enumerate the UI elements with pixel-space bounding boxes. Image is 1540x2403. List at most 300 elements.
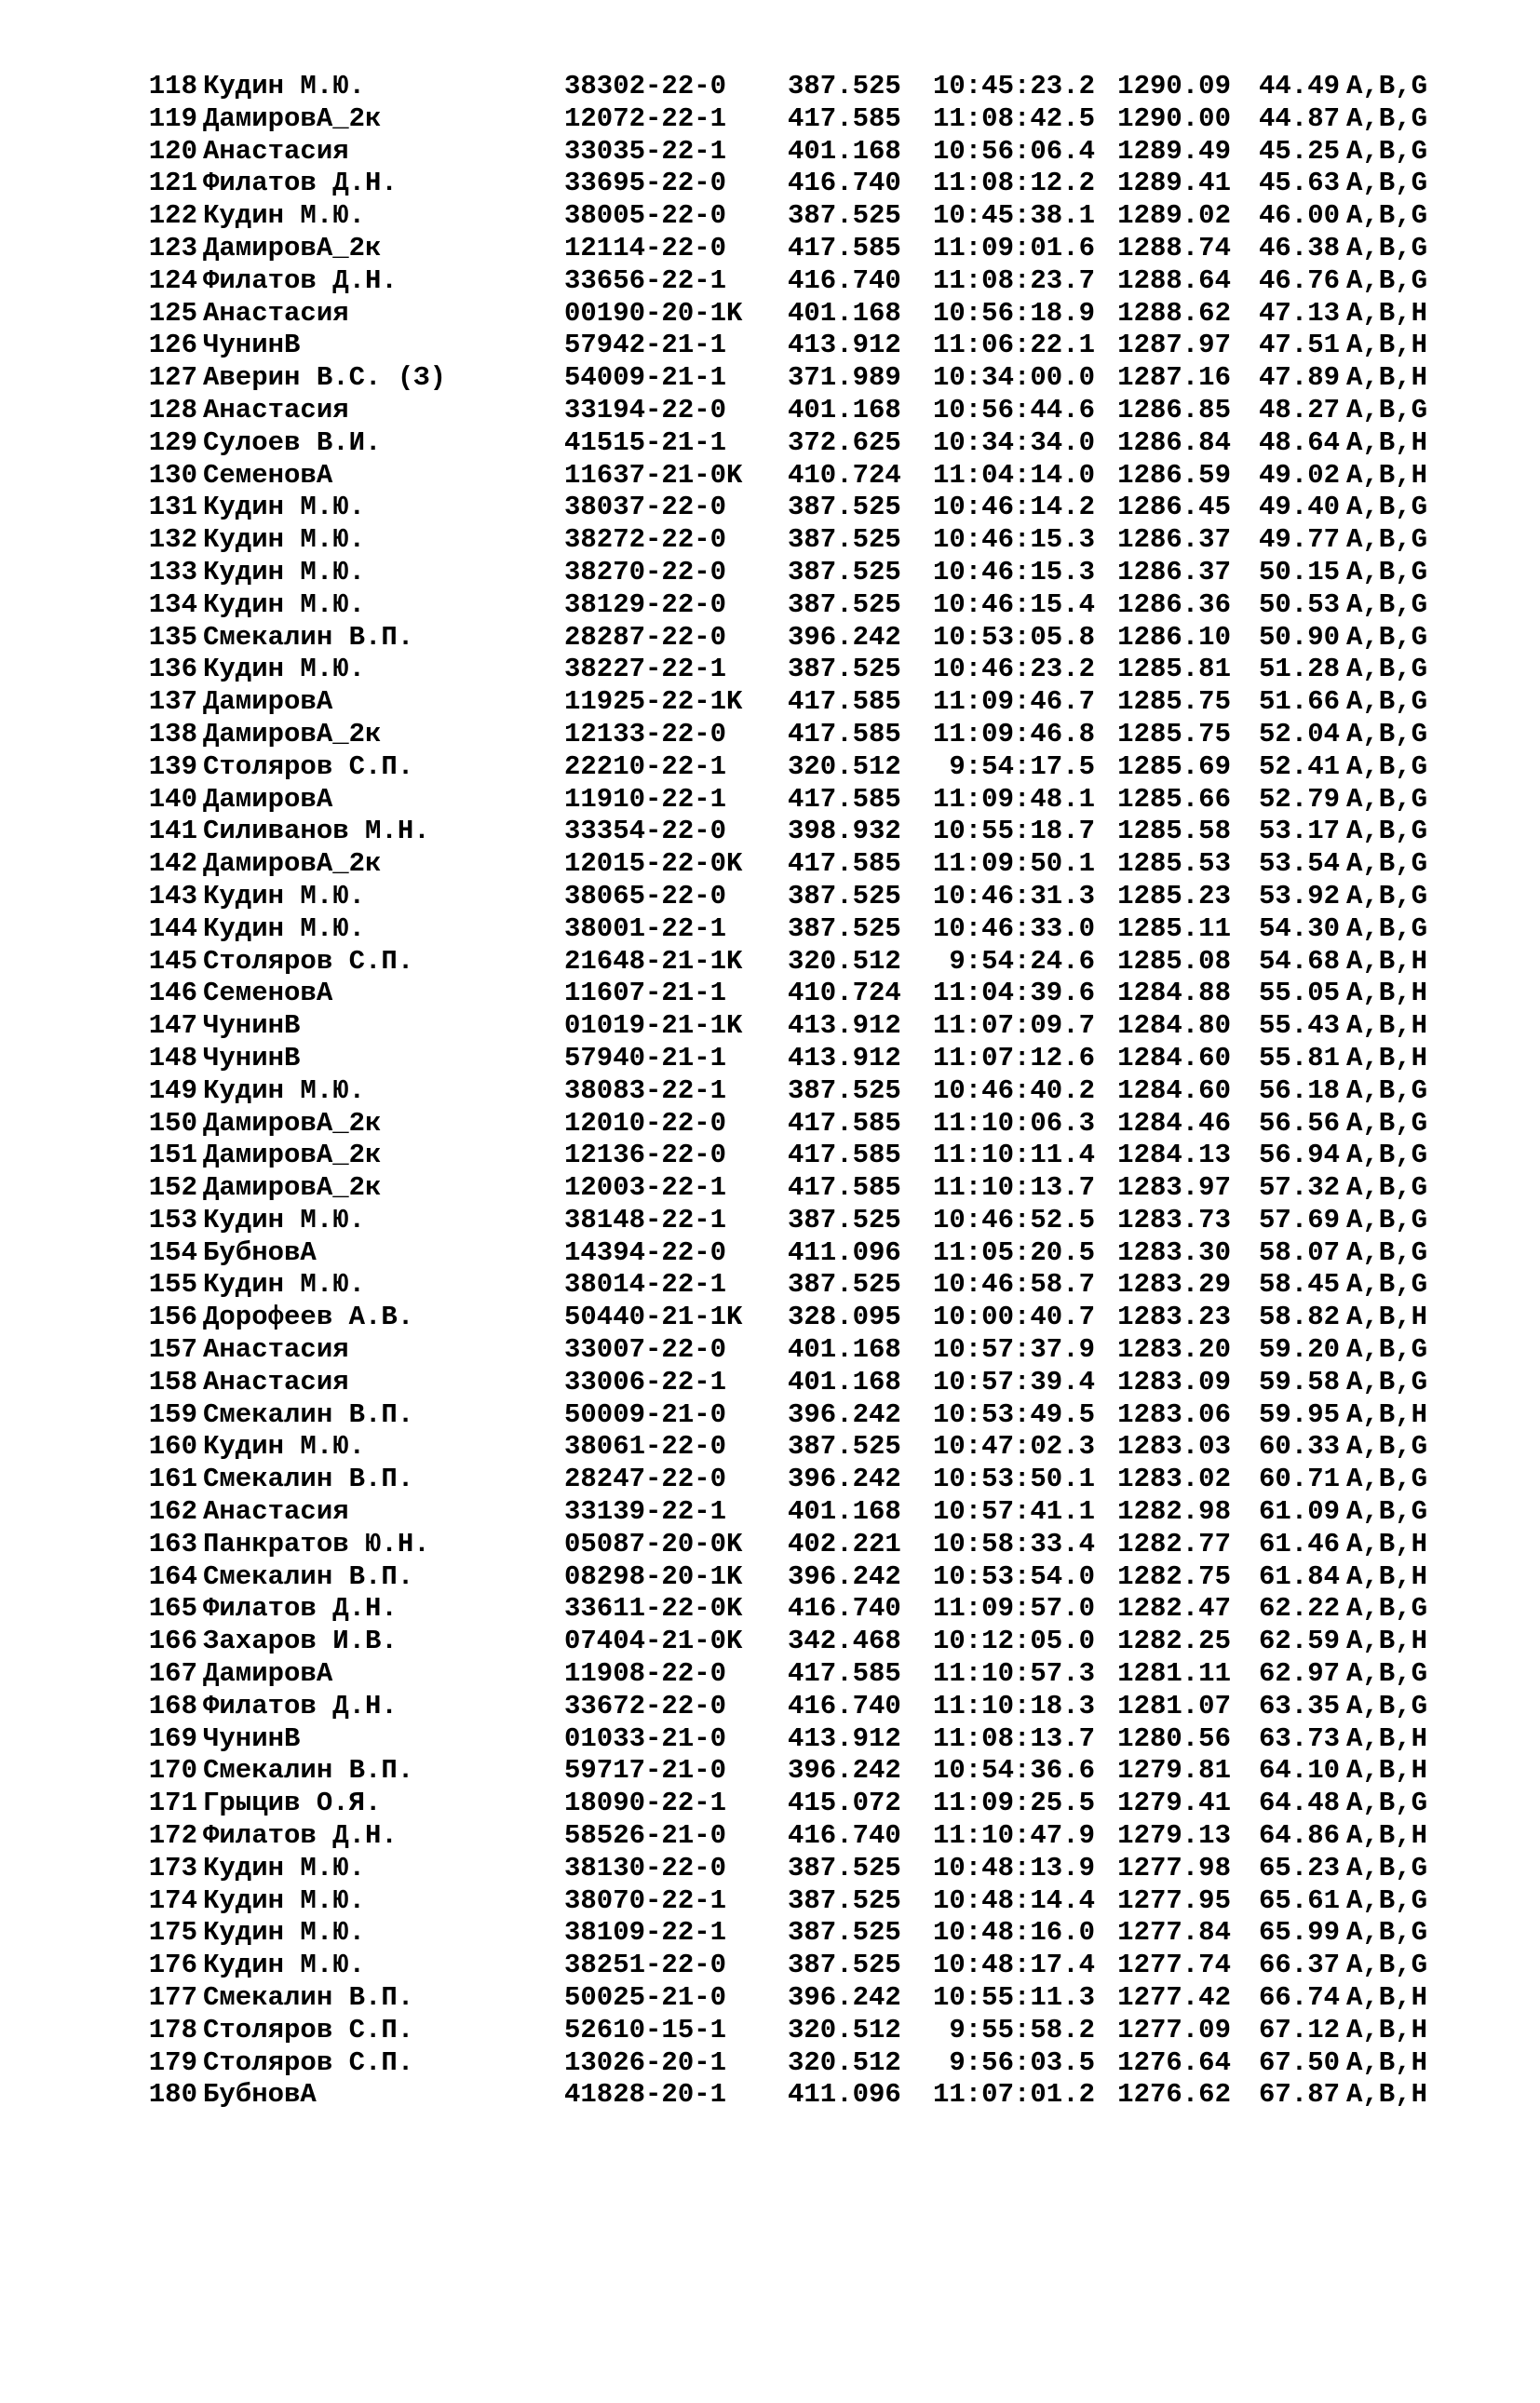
fancier-name: Столяров С.П. bbox=[203, 2046, 414, 2078]
ring-number: 12015-22-0K bbox=[564, 848, 743, 880]
result-row bbox=[136, 200, 1428, 233]
result-row bbox=[136, 816, 1428, 848]
arrival-time: 10:12:05.0 bbox=[932, 1626, 1095, 1657]
arrival-time: 11:09:50.1 bbox=[932, 848, 1095, 880]
ring-number: 33672-22-0 bbox=[564, 1690, 727, 1721]
distance-value: 387.525 bbox=[788, 912, 901, 944]
category-flags: A,B,G bbox=[1346, 621, 1428, 653]
category-flags: A,B,G bbox=[1346, 880, 1428, 911]
coefficient-value: 57.69 bbox=[1258, 1204, 1340, 1235]
arrival-time: 10:55:18.7 bbox=[932, 816, 1095, 847]
speed-value: 1290.09 bbox=[1117, 71, 1231, 101]
distance-value: 372.625 bbox=[788, 426, 901, 458]
distance-value: 416.740 bbox=[788, 168, 901, 199]
category-flags: A,B,G bbox=[1346, 232, 1428, 263]
coefficient-value: 58.82 bbox=[1258, 1302, 1340, 1333]
speed-value: 1277.42 bbox=[1117, 1982, 1231, 2014]
fancier-name: Анастасия bbox=[203, 1366, 349, 1397]
place-number: 132 bbox=[148, 524, 197, 556]
speed-value: 1284.80 bbox=[1117, 1010, 1231, 1042]
category-flags: A,B,G bbox=[1346, 588, 1428, 620]
distance-value: 387.525 bbox=[788, 588, 901, 620]
fancier-name: Кудин М.Ю. bbox=[203, 524, 366, 556]
coefficient-value: 59.20 bbox=[1258, 1334, 1340, 1366]
place-number: 155 bbox=[148, 1269, 197, 1301]
arrival-time: 10:00:40.7 bbox=[932, 1302, 1095, 1333]
arrival-time: 10:56:18.9 bbox=[932, 297, 1095, 329]
category-flags: A,B,G bbox=[1346, 492, 1428, 523]
distance-value: 396.242 bbox=[788, 1982, 901, 2014]
place-number: 124 bbox=[148, 264, 197, 296]
distance-value: 417.585 bbox=[788, 1172, 901, 1204]
ring-number: 18090-22-1 bbox=[564, 1788, 727, 1819]
speed-value: 1286.85 bbox=[1117, 394, 1231, 425]
speed-value: 1284.13 bbox=[1117, 1140, 1231, 1171]
distance-value: 413.912 bbox=[788, 1722, 901, 1754]
arrival-time: 11:10:13.7 bbox=[932, 1172, 1095, 1204]
result-row bbox=[136, 459, 1428, 493]
result-row bbox=[136, 1398, 1428, 1432]
coefficient-value: 67.12 bbox=[1258, 2014, 1340, 2045]
arrival-time: 10:34:00.0 bbox=[932, 362, 1095, 394]
result-row bbox=[136, 1204, 1428, 1237]
fancier-name: Смекалин В.П. bbox=[203, 1982, 414, 2014]
fancier-name: ДамировА_2к bbox=[203, 102, 382, 134]
ring-number: 33656-22-1 bbox=[564, 264, 727, 296]
ring-number: 41828-20-1 bbox=[564, 2079, 727, 2111]
ring-number: 38005-22-0 bbox=[564, 200, 727, 232]
category-flags: A,B,G bbox=[1346, 394, 1428, 425]
distance-value: 387.525 bbox=[788, 1431, 901, 1463]
coefficient-value: 56.18 bbox=[1258, 1074, 1340, 1106]
speed-value: 1283.03 bbox=[1117, 1431, 1231, 1463]
fancier-name: Кудин М.Ю. bbox=[203, 912, 366, 944]
fancier-name: Кудин М.Ю. bbox=[203, 1852, 366, 1883]
place-number: 131 bbox=[148, 492, 197, 523]
fancier-name: Филатов Д.Н. bbox=[203, 264, 398, 296]
category-flags: A,B,G bbox=[1346, 750, 1428, 782]
distance-value: 417.585 bbox=[788, 1107, 901, 1139]
speed-value: 1279.13 bbox=[1117, 1820, 1231, 1852]
ring-number: 38251-22-0 bbox=[564, 1950, 727, 1981]
speed-value: 1282.77 bbox=[1117, 1528, 1231, 1559]
distance-value: 398.932 bbox=[788, 816, 901, 847]
distance-value: 387.525 bbox=[788, 71, 901, 101]
speed-value: 1283.20 bbox=[1117, 1334, 1231, 1366]
result-row bbox=[136, 1431, 1428, 1464]
speed-value: 1285.66 bbox=[1117, 783, 1231, 815]
place-number: 167 bbox=[148, 1658, 197, 1690]
speed-value: 1285.53 bbox=[1117, 848, 1231, 880]
place-number: 150 bbox=[148, 1107, 197, 1139]
result-row bbox=[136, 621, 1428, 655]
speed-value: 1287.97 bbox=[1117, 330, 1231, 361]
fancier-name: Кудин М.Ю. bbox=[203, 556, 366, 587]
coefficient-value: 45.25 bbox=[1258, 135, 1340, 167]
result-row bbox=[136, 1626, 1428, 1658]
coefficient-value: 57.32 bbox=[1258, 1172, 1340, 1204]
ring-number: 38129-22-0 bbox=[564, 588, 727, 620]
speed-value: 1289.02 bbox=[1117, 200, 1231, 232]
ring-number: 33354-22-0 bbox=[564, 816, 727, 847]
fancier-name: Захаров И.В. bbox=[203, 1626, 398, 1657]
arrival-time: 10:48:14.4 bbox=[932, 1884, 1095, 1916]
distance-value: 415.072 bbox=[788, 1788, 901, 1819]
fancier-name: ЧунинВ bbox=[203, 1042, 301, 1073]
place-number: 168 bbox=[148, 1690, 197, 1721]
place-number: 139 bbox=[148, 750, 197, 782]
category-flags: A,B,H bbox=[1346, 426, 1428, 458]
ring-number: 52610-15-1 bbox=[564, 2014, 727, 2045]
place-number: 163 bbox=[148, 1528, 197, 1559]
coefficient-value: 50.90 bbox=[1258, 621, 1340, 653]
category-flags: A,B,G bbox=[1346, 783, 1428, 815]
result-row bbox=[136, 71, 1428, 103]
coefficient-value: 54.68 bbox=[1258, 945, 1340, 977]
place-number: 147 bbox=[148, 1010, 197, 1042]
place-number: 142 bbox=[148, 848, 197, 880]
result-row bbox=[136, 1560, 1428, 1594]
place-number: 176 bbox=[148, 1950, 197, 1981]
fancier-name: БубновА bbox=[203, 1236, 317, 1268]
ring-number: 28247-22-0 bbox=[564, 1464, 727, 1495]
speed-value: 1286.59 bbox=[1117, 459, 1231, 491]
place-number: 129 bbox=[148, 426, 197, 458]
result-row bbox=[136, 1658, 1428, 1691]
category-flags: A,B,G bbox=[1346, 848, 1428, 880]
result-row bbox=[136, 2046, 1428, 2080]
coefficient-value: 56.94 bbox=[1258, 1140, 1340, 1171]
category-flags: A,B,G bbox=[1346, 1107, 1428, 1139]
ring-number: 12072-22-1 bbox=[564, 102, 727, 134]
fancier-name: Сулоев В.И. bbox=[203, 426, 382, 458]
fancier-name: БубновА bbox=[203, 2079, 317, 2111]
coefficient-value: 44.87 bbox=[1258, 102, 1340, 134]
distance-value: 417.585 bbox=[788, 1658, 901, 1690]
category-flags: A,B,G bbox=[1346, 1236, 1428, 1268]
coefficient-value: 64.10 bbox=[1258, 1755, 1340, 1787]
ring-number: 33007-22-0 bbox=[564, 1334, 727, 1366]
coefficient-value: 64.48 bbox=[1258, 1788, 1340, 1819]
ring-number: 50009-21-0 bbox=[564, 1398, 727, 1430]
category-flags: A,B,G bbox=[1346, 718, 1428, 749]
arrival-time: 10:45:23.2 bbox=[932, 71, 1095, 101]
ring-number: 38272-22-0 bbox=[564, 524, 727, 556]
speed-value: 1285.75 bbox=[1117, 686, 1231, 718]
arrival-time: 10:46:15.3 bbox=[932, 556, 1095, 587]
ring-number: 08298-20-1K bbox=[564, 1560, 743, 1592]
ring-number: 28287-22-0 bbox=[564, 621, 727, 653]
coefficient-value: 51.66 bbox=[1258, 686, 1340, 718]
fancier-name: Силиванов М.Н. bbox=[203, 816, 430, 847]
coefficient-value: 59.58 bbox=[1258, 1366, 1340, 1397]
category-flags: A,B,H bbox=[1346, 1820, 1428, 1852]
result-row bbox=[136, 330, 1428, 362]
speed-value: 1277.09 bbox=[1117, 2014, 1231, 2045]
result-row bbox=[136, 394, 1428, 427]
category-flags: A,B,H bbox=[1346, 297, 1428, 329]
arrival-time: 11:08:13.7 bbox=[932, 1722, 1095, 1754]
category-flags: A,B,G bbox=[1346, 686, 1428, 718]
distance-value: 410.724 bbox=[788, 459, 901, 491]
speed-value: 1277.84 bbox=[1117, 1917, 1231, 1949]
ring-number: 33035-22-1 bbox=[564, 135, 727, 167]
ring-number: 11925-22-1K bbox=[564, 686, 743, 718]
fancier-name: ДамировА bbox=[203, 1658, 333, 1690]
speed-value: 1285.23 bbox=[1117, 880, 1231, 911]
place-number: 173 bbox=[148, 1852, 197, 1883]
arrival-time: 11:09:48.1 bbox=[932, 783, 1095, 815]
ring-number: 22210-22-1 bbox=[564, 750, 727, 782]
fancier-name: ДамировА_2к bbox=[203, 1172, 382, 1204]
category-flags: A,B,H bbox=[1346, 2046, 1428, 2078]
category-flags: A,B,G bbox=[1346, 654, 1428, 685]
result-row bbox=[136, 880, 1428, 913]
fancier-name: Кудин М.Ю. bbox=[203, 71, 366, 101]
distance-value: 413.912 bbox=[788, 330, 901, 361]
speed-value: 1277.74 bbox=[1117, 1950, 1231, 1981]
speed-value: 1277.98 bbox=[1117, 1852, 1231, 1883]
fancier-name: Кудин М.Ю. bbox=[203, 492, 366, 523]
place-number: 178 bbox=[148, 2014, 197, 2045]
speed-value: 1290.00 bbox=[1117, 102, 1231, 134]
fancier-name: Филатов Д.Н. bbox=[203, 1593, 398, 1625]
arrival-time: 10:53:50.1 bbox=[932, 1464, 1095, 1495]
place-number: 169 bbox=[148, 1722, 197, 1754]
fancier-name: ЧунинВ bbox=[203, 1722, 301, 1754]
speed-value: 1283.30 bbox=[1117, 1236, 1231, 1268]
result-row bbox=[136, 1010, 1428, 1043]
ring-number: 33006-22-1 bbox=[564, 1366, 727, 1397]
coefficient-value: 48.27 bbox=[1258, 394, 1340, 425]
distance-value: 413.912 bbox=[788, 1042, 901, 1073]
place-number: 121 bbox=[148, 168, 197, 199]
coefficient-value: 44.49 bbox=[1258, 71, 1340, 101]
arrival-time: 10:57:39.4 bbox=[932, 1366, 1095, 1397]
coefficient-value: 52.79 bbox=[1258, 783, 1340, 815]
ring-number: 12136-22-0 bbox=[564, 1140, 727, 1171]
speed-value: 1285.81 bbox=[1117, 654, 1231, 685]
arrival-time: 11:09:46.7 bbox=[932, 686, 1095, 718]
speed-value: 1283.29 bbox=[1117, 1269, 1231, 1301]
place-number: 127 bbox=[148, 362, 197, 394]
speed-value: 1288.74 bbox=[1117, 232, 1231, 263]
speed-value: 1286.36 bbox=[1117, 588, 1231, 620]
category-flags: A,B,G bbox=[1346, 1464, 1428, 1495]
speed-value: 1279.81 bbox=[1117, 1755, 1231, 1787]
arrival-time: 10:48:16.0 bbox=[932, 1917, 1095, 1949]
fancier-name: Смекалин В.П. bbox=[203, 1560, 414, 1592]
distance-value: 401.168 bbox=[788, 135, 901, 167]
fancier-name: ЧунинВ bbox=[203, 1010, 301, 1042]
coefficient-value: 50.15 bbox=[1258, 556, 1340, 587]
fancier-name: Филатов Д.Н. bbox=[203, 1690, 398, 1721]
category-flags: A,B,G bbox=[1346, 168, 1428, 199]
arrival-time: 10:58:33.4 bbox=[932, 1528, 1095, 1559]
fancier-name: Столяров С.П. bbox=[203, 945, 414, 977]
category-flags: A,B,G bbox=[1346, 264, 1428, 296]
distance-value: 417.585 bbox=[788, 102, 901, 134]
place-number: 144 bbox=[148, 912, 197, 944]
result-row bbox=[136, 135, 1428, 169]
distance-value: 320.512 bbox=[788, 945, 901, 977]
category-flags: A,B,H bbox=[1346, 1755, 1428, 1787]
ring-number: 33194-22-0 bbox=[564, 394, 727, 425]
coefficient-value: 53.54 bbox=[1258, 848, 1340, 880]
arrival-time: 10:46:33.0 bbox=[932, 912, 1095, 944]
speed-value: 1282.75 bbox=[1117, 1560, 1231, 1592]
coefficient-value: 48.64 bbox=[1258, 426, 1340, 458]
coefficient-value: 59.95 bbox=[1258, 1398, 1340, 1430]
distance-value: 401.168 bbox=[788, 394, 901, 425]
ring-number: 38227-22-1 bbox=[564, 654, 727, 685]
place-number: 122 bbox=[148, 200, 197, 232]
category-flags: A,B,H bbox=[1346, 1398, 1428, 1430]
ring-number: 12003-22-1 bbox=[564, 1172, 727, 1204]
results-table bbox=[136, 71, 1428, 2112]
fancier-name: Дорофеев А.В. bbox=[203, 1302, 414, 1333]
speed-value: 1287.16 bbox=[1117, 362, 1231, 394]
fancier-name: ДамировА_2к bbox=[203, 848, 382, 880]
coefficient-value: 54.30 bbox=[1258, 912, 1340, 944]
distance-value: 387.525 bbox=[788, 1852, 901, 1883]
result-row bbox=[136, 1884, 1428, 1918]
result-row bbox=[136, 1755, 1428, 1788]
category-flags: A,B,H bbox=[1346, 330, 1428, 361]
ring-number: 11910-22-1 bbox=[564, 783, 727, 815]
place-number: 134 bbox=[148, 588, 197, 620]
arrival-time: 10:46:58.7 bbox=[932, 1269, 1095, 1301]
result-row bbox=[136, 1690, 1428, 1723]
category-flags: A,B,H bbox=[1346, 1528, 1428, 1559]
distance-value: 387.525 bbox=[788, 1269, 901, 1301]
ring-number: 41515-21-1 bbox=[564, 426, 727, 458]
fancier-name: ДамировА_2к bbox=[203, 718, 382, 749]
distance-value: 387.525 bbox=[788, 1917, 901, 1949]
category-flags: A,B,G bbox=[1346, 1658, 1428, 1690]
category-flags: A,B,H bbox=[1346, 945, 1428, 977]
ring-number: 12133-22-0 bbox=[564, 718, 727, 749]
place-number: 118 bbox=[148, 71, 197, 101]
speed-value: 1288.62 bbox=[1117, 297, 1231, 329]
distance-value: 387.525 bbox=[788, 524, 901, 556]
distance-value: 402.221 bbox=[788, 1528, 901, 1559]
result-row bbox=[136, 945, 1428, 979]
category-flags: A,B,G bbox=[1346, 816, 1428, 847]
speed-value: 1286.45 bbox=[1117, 492, 1231, 523]
place-number: 149 bbox=[148, 1074, 197, 1106]
fancier-name: Кудин М.Ю. bbox=[203, 200, 366, 232]
speed-value: 1284.60 bbox=[1117, 1074, 1231, 1106]
distance-value: 417.585 bbox=[788, 848, 901, 880]
distance-value: 396.242 bbox=[788, 1464, 901, 1495]
result-row bbox=[136, 1172, 1428, 1205]
coefficient-value: 45.63 bbox=[1258, 168, 1340, 199]
ring-number: 12114-22-0 bbox=[564, 232, 727, 263]
distance-value: 416.740 bbox=[788, 1593, 901, 1625]
coefficient-value: 64.86 bbox=[1258, 1820, 1340, 1852]
speed-value: 1285.69 bbox=[1117, 750, 1231, 782]
arrival-time: 9:56:03.5 bbox=[949, 2046, 1095, 2078]
arrival-time: 9:55:58.2 bbox=[949, 2014, 1095, 2045]
arrival-time: 11:07:09.7 bbox=[932, 1010, 1095, 1042]
arrival-time: 10:53:05.8 bbox=[932, 621, 1095, 653]
result-row bbox=[136, 1528, 1428, 1561]
arrival-time: 10:46:15.3 bbox=[932, 524, 1095, 556]
arrival-time: 10:54:36.6 bbox=[932, 1755, 1095, 1787]
place-number: 137 bbox=[148, 686, 197, 718]
ring-number: 11908-22-0 bbox=[564, 1658, 727, 1690]
coefficient-value: 47.51 bbox=[1258, 330, 1340, 361]
coefficient-value: 60.71 bbox=[1258, 1464, 1340, 1495]
place-number: 171 bbox=[148, 1788, 197, 1819]
ring-number: 33695-22-0 bbox=[564, 168, 727, 199]
result-row bbox=[136, 1788, 1428, 1820]
fancier-name: Смекалин В.П. bbox=[203, 1464, 414, 1495]
fancier-name: Смекалин В.П. bbox=[203, 621, 414, 653]
distance-value: 401.168 bbox=[788, 1366, 901, 1397]
result-row bbox=[136, 1722, 1428, 1756]
arrival-time: 11:08:42.5 bbox=[932, 102, 1095, 134]
place-number: 174 bbox=[148, 1884, 197, 1916]
ring-number: 50440-21-1K bbox=[564, 1302, 743, 1333]
ring-number: 07404-21-0K bbox=[564, 1626, 743, 1657]
speed-value: 1285.11 bbox=[1117, 912, 1231, 944]
result-row bbox=[136, 2014, 1428, 2047]
speed-value: 1282.47 bbox=[1117, 1593, 1231, 1625]
place-number: 152 bbox=[148, 1172, 197, 1204]
arrival-time: 10:56:44.6 bbox=[932, 394, 1095, 425]
result-row bbox=[136, 524, 1428, 557]
result-row bbox=[136, 1236, 1428, 1270]
arrival-time: 11:08:12.2 bbox=[932, 168, 1095, 199]
distance-value: 387.525 bbox=[788, 1204, 901, 1235]
place-number: 161 bbox=[148, 1464, 197, 1495]
result-row bbox=[136, 168, 1428, 200]
category-flags: A,B,G bbox=[1346, 1366, 1428, 1397]
arrival-time: 11:10:11.4 bbox=[932, 1140, 1095, 1171]
place-number: 158 bbox=[148, 1366, 197, 1397]
result-row bbox=[136, 556, 1428, 589]
distance-value: 401.168 bbox=[788, 1496, 901, 1528]
distance-value: 416.740 bbox=[788, 1820, 901, 1852]
coefficient-value: 46.38 bbox=[1258, 232, 1340, 263]
arrival-time: 11:10:47.9 bbox=[932, 1820, 1095, 1852]
result-row bbox=[136, 1074, 1428, 1108]
place-number: 148 bbox=[148, 1042, 197, 1073]
category-flags: A,B,H bbox=[1346, 1302, 1428, 1333]
fancier-name: Кудин М.Ю. bbox=[203, 1950, 366, 1981]
coefficient-value: 51.28 bbox=[1258, 654, 1340, 685]
coefficient-value: 62.22 bbox=[1258, 1593, 1340, 1625]
ring-number: 38109-22-1 bbox=[564, 1917, 727, 1949]
distance-value: 396.242 bbox=[788, 1560, 901, 1592]
fancier-name: Кудин М.Ю. bbox=[203, 588, 366, 620]
fancier-name: ДамировА_2к bbox=[203, 1140, 382, 1171]
distance-value: 387.525 bbox=[788, 654, 901, 685]
result-row bbox=[136, 1917, 1428, 1950]
distance-value: 401.168 bbox=[788, 297, 901, 329]
fancier-name: Анастасия bbox=[203, 135, 349, 167]
arrival-time: 11:09:01.6 bbox=[932, 232, 1095, 263]
category-flags: A,B,H bbox=[1346, 1982, 1428, 2014]
speed-value: 1283.09 bbox=[1117, 1366, 1231, 1397]
arrival-time: 11:07:12.6 bbox=[932, 1042, 1095, 1073]
arrival-time: 10:55:11.3 bbox=[932, 1982, 1095, 2014]
ring-number: 57942-21-1 bbox=[564, 330, 727, 361]
speed-value: 1286.37 bbox=[1117, 556, 1231, 587]
place-number: 138 bbox=[148, 718, 197, 749]
